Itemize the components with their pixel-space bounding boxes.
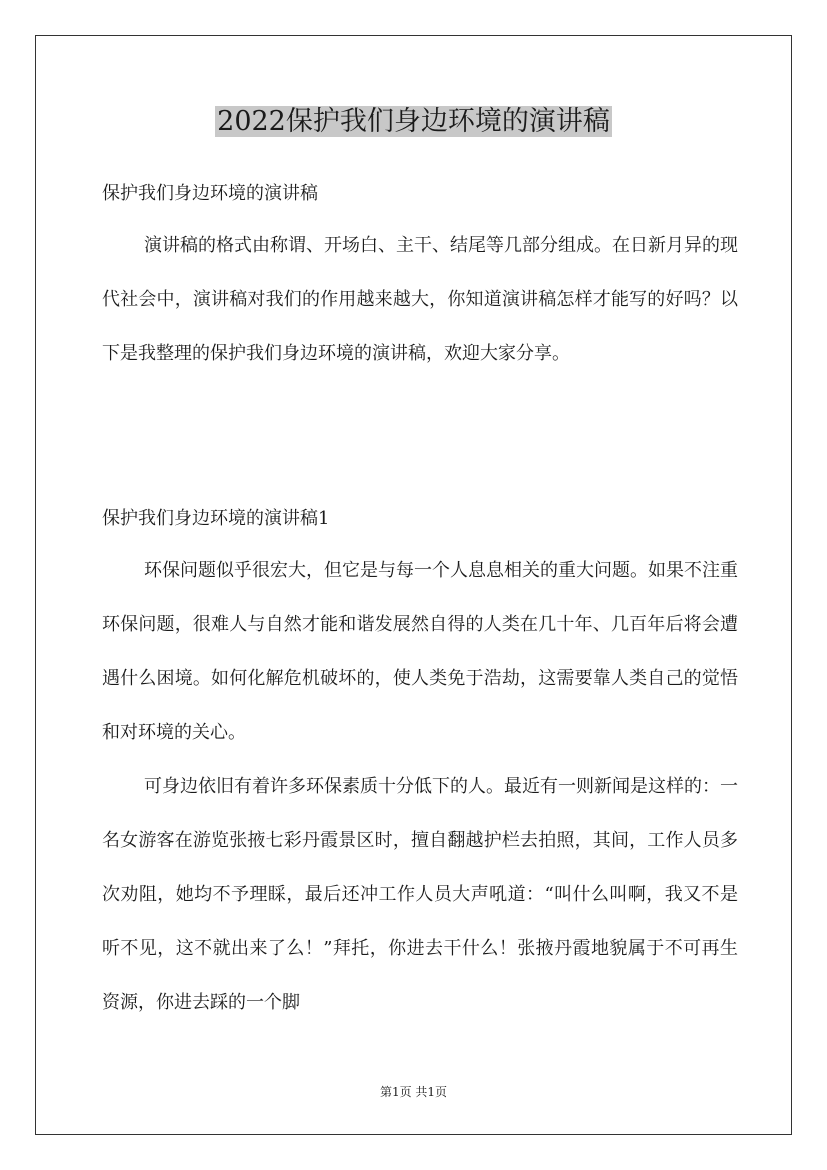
section1-heading: 保护我们身边环境的演讲稿1 [102,508,330,529]
intro-heading: 保护我们身边环境的演讲稿 [102,183,318,204]
page-footer: 第1页 共1页 [379,1085,448,1099]
document-title-text: 2022保护我们身边环境的演讲稿 [217,106,610,137]
section1-paragraph-2: 可身边依旧有着许多环保素质十分低下的人。最近有一则新闻是这样的：一名女游客在游览张掖七彩丹霞景区时，擅自翻越护栏去拍照，其间，工作人员多次劝阻，她均不予理睬，最后还冲工作人员大声吼道：“叫什么叫啊，我又不是听不见，这不就出来了么！”拜托，你进去干什么！张掖丹霞地貌属于不可再生资源，你进去踩的一个脚 [102,776,738,1013]
intro-paragraph: 演讲稿的格式由称谓、开场白、主干、结尾等几部分组成。在日新月异的现代社会中，演讲稿对我们的作用越来越大，你知道演讲稿怎样才能写的好吗？以下是我整理的保护我们身边环境的演讲稿，欢迎大家分享。 [102,235,738,364]
document-title [0,102,827,142]
section1-paragraph-1: 环保问题似乎很宏大，但它是与每一个人息息相关的重大问题。如果不注重环保问题，很难人与自然才能和谐发展然自得的人类在几十年、几百年后将会遭遇什么困境。如何化解危机破坏的，使人类免于浩劫，这需要靠人类自己的觉悟和对环境的关心。 [102,560,738,743]
